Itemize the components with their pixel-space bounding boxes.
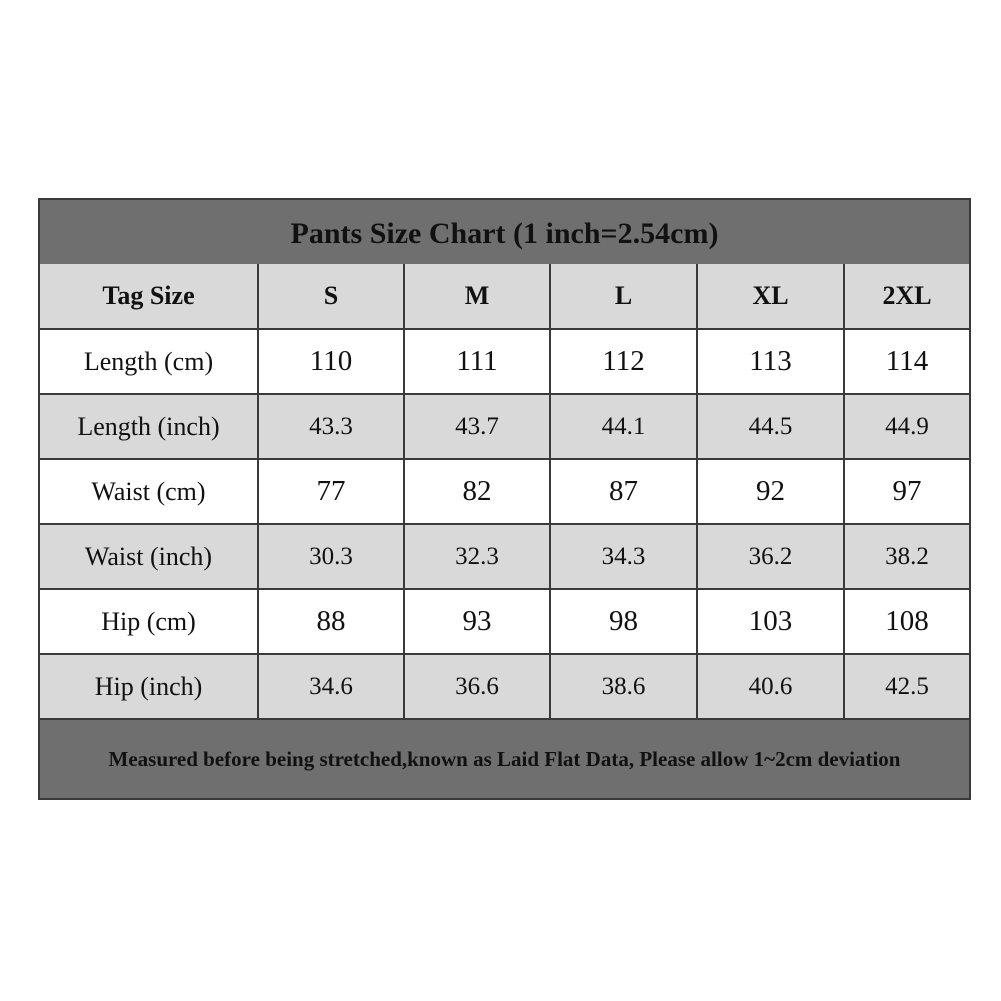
table-cell: 82 bbox=[404, 459, 550, 524]
table-cell: 40.6 bbox=[697, 654, 844, 719]
table-cell: 92 bbox=[697, 459, 844, 524]
row-label: Length (inch) bbox=[40, 394, 258, 459]
table-row-waist-inch bbox=[40, 524, 969, 589]
table-cell: 44.9 bbox=[844, 394, 969, 459]
header-cell-tag-size: Tag Size bbox=[40, 264, 258, 329]
table-cell: 38.6 bbox=[550, 654, 697, 719]
table-row-hip-inch bbox=[40, 654, 969, 719]
header-cell-xl: XL bbox=[697, 264, 844, 329]
table-cell: 44.5 bbox=[697, 394, 844, 459]
table-cell: 87 bbox=[550, 459, 697, 524]
row-label: Waist (cm) bbox=[40, 459, 258, 524]
row-label: Waist (inch) bbox=[40, 524, 258, 589]
table-cell: 77 bbox=[258, 459, 404, 524]
table-row-length-inch bbox=[40, 394, 969, 459]
table-cell: 97 bbox=[844, 459, 969, 524]
table-cell: 111 bbox=[404, 329, 550, 394]
table-cell: 110 bbox=[258, 329, 404, 394]
table-cell: 112 bbox=[550, 329, 697, 394]
table-row-hip-cm bbox=[40, 589, 969, 654]
row-label: Length (cm) bbox=[40, 329, 258, 394]
table-cell: 114 bbox=[844, 329, 969, 394]
table-cell: 38.2 bbox=[844, 524, 969, 589]
table-cell: 32.3 bbox=[404, 524, 550, 589]
header-row bbox=[40, 264, 969, 329]
chart-title: Pants Size Chart (1 inch=2.54cm) bbox=[40, 200, 969, 264]
table-cell: 103 bbox=[697, 589, 844, 654]
table-cell: 108 bbox=[844, 589, 969, 654]
table-cell: 34.3 bbox=[550, 524, 697, 589]
header-cell-2xl: 2XL bbox=[844, 264, 969, 329]
table-row-length-cm bbox=[40, 329, 969, 394]
row-label: Hip (cm) bbox=[40, 589, 258, 654]
header-cell-m: M bbox=[404, 264, 550, 329]
table-cell: 113 bbox=[697, 329, 844, 394]
table-cell: 36.2 bbox=[697, 524, 844, 589]
table-cell: 30.3 bbox=[258, 524, 404, 589]
table-cell: 98 bbox=[550, 589, 697, 654]
table-cell: 36.6 bbox=[404, 654, 550, 719]
table-cell: 34.6 bbox=[258, 654, 404, 719]
row-label: Hip (inch) bbox=[40, 654, 258, 719]
table-row-waist-cm bbox=[40, 459, 969, 524]
header-cell-s: S bbox=[258, 264, 404, 329]
size-table bbox=[40, 264, 969, 720]
table-cell: 44.1 bbox=[550, 394, 697, 459]
table-cell: 93 bbox=[404, 589, 550, 654]
footer-note: Measured before being stretched,known as Laid Flat Data, Please allow 1~2cm deviation bbox=[40, 720, 969, 798]
table-cell: 43.3 bbox=[258, 394, 404, 459]
size-chart bbox=[38, 198, 971, 800]
table-cell: 42.5 bbox=[844, 654, 969, 719]
header-cell-l: L bbox=[550, 264, 697, 329]
table-cell: 88 bbox=[258, 589, 404, 654]
table-cell: 43.7 bbox=[404, 394, 550, 459]
